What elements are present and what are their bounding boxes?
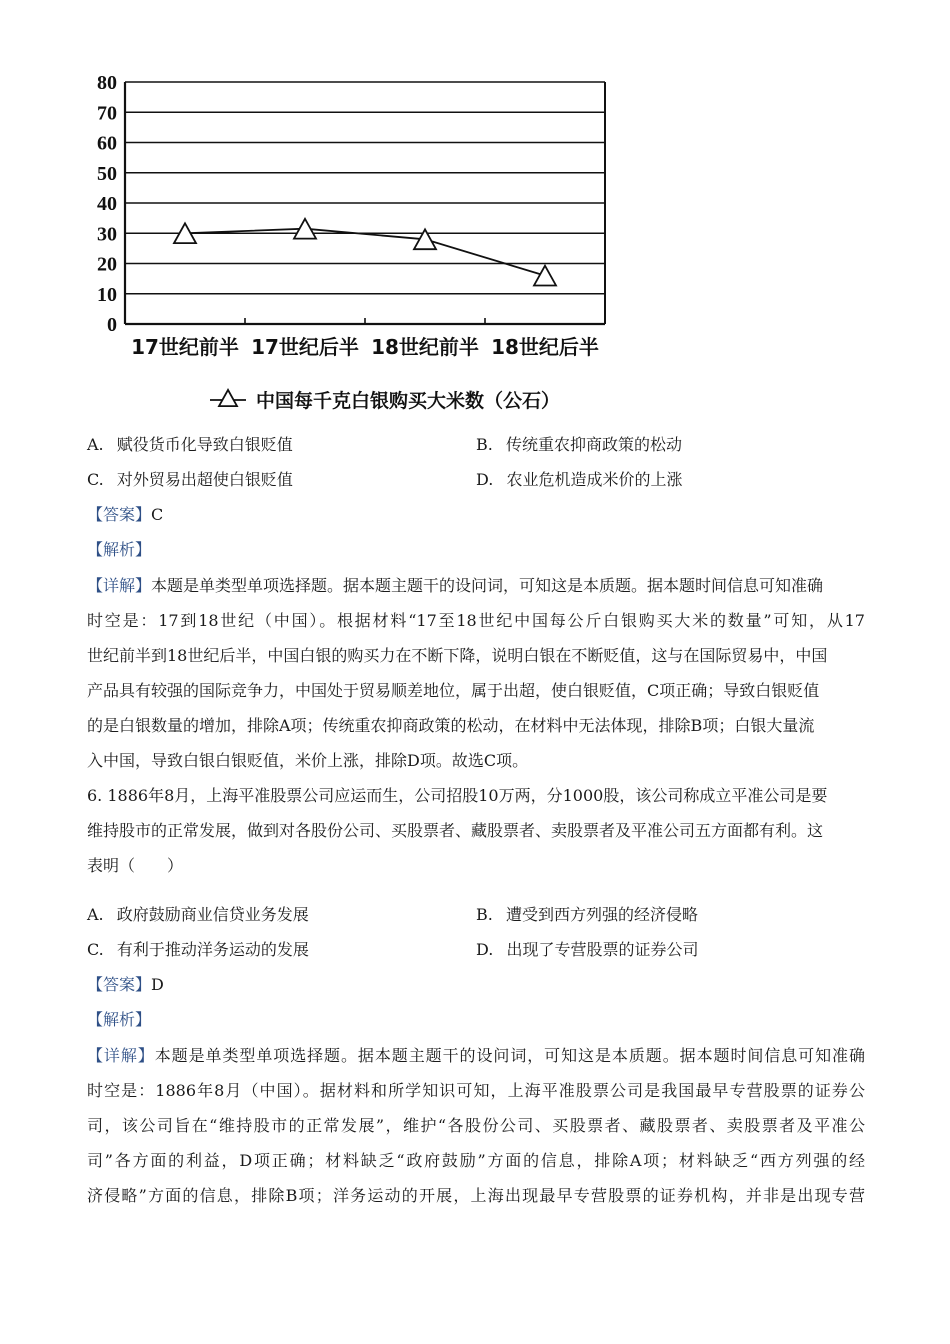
option-letter: C. <box>87 470 104 489</box>
q5-option-a[interactable] <box>87 435 293 455</box>
detail-line: 【详解】本题是单类型单项选择题。据本题主题干的设问词，可知这是本质题。据本题时间信息可知准确 <box>87 576 824 595</box>
q5-analysis-heading <box>87 540 151 560</box>
option-letter: B. <box>476 435 493 454</box>
x-tick-label: 18世纪后半 <box>491 335 599 359</box>
legend-label: 中国每千克白银购买大米数（公石） <box>256 390 561 412</box>
y-tick-label: 30 <box>97 223 117 246</box>
detail-line: 司，该公司旨在“维持股市的正常发展”，维护“各股份公司、买股票者、藏股票者、卖股票者及平准公 <box>87 1116 865 1135</box>
detail-tag: 【详解】 <box>87 1046 155 1065</box>
y-tick-label: 60 <box>97 132 117 155</box>
series-line <box>185 229 545 276</box>
option-letter: A. <box>87 905 104 924</box>
stem-line: 6. 1886年8月，上海平准股票公司应运而生，公司招股10万两，分1000股，该公司称成立平准公司是要 <box>87 786 828 805</box>
option-letter: C. <box>87 940 104 959</box>
option-text: 农业危机造成米价的上涨 <box>506 470 683 489</box>
q6-option-c[interactable] <box>87 940 309 960</box>
q5-option-b[interactable] <box>476 435 682 455</box>
y-tick-label: 0 <box>107 314 117 336</box>
q5-answer <box>87 505 163 525</box>
option-text: 政府鼓励商业信贷业务发展 <box>116 905 309 924</box>
answer-tag: 【答案】 <box>87 505 152 524</box>
detail-line: 入中国，导致白银白银贬值，米价上涨，排除D项。故选C项。 <box>87 751 529 770</box>
option-letter: B. <box>476 905 493 924</box>
q6-detail-paragraph <box>87 1038 865 1213</box>
y-tick-label: 70 <box>97 102 117 125</box>
answer-value: C <box>151 505 164 524</box>
option-text: 有利于推动洋务运动的发展 <box>116 940 309 959</box>
q5-option-c[interactable] <box>87 470 293 490</box>
y-tick-label: 50 <box>97 162 117 185</box>
detail-line: 产品具有较强的国际竞争力，中国处于贸易顺差地位，属于出超，使白银贬值，C项正确；导致白银贬值 <box>87 681 820 700</box>
option-text: 赋役货币化导致白银贬值 <box>116 435 293 454</box>
q6-analysis-heading <box>87 1010 151 1030</box>
q6-stem <box>87 778 865 883</box>
detail-line: 【详解】本题是单类型单项选择题。据本题主题干的设问词，可知这是本质题。据本题时间信息可知准确 <box>87 1046 865 1065</box>
detail-line: 时空是：1886年8月（中国）。据材料和所学知识可知，上海平准股票公司是我国最早专营股票的证券公 <box>87 1081 865 1100</box>
stem-line: 表明（ ） <box>87 856 184 875</box>
analysis-tag: 【解析】 <box>87 1010 152 1029</box>
option-text: 遭受到西方列强的经济侵略 <box>505 905 698 924</box>
option-text: 对外贸易出超使白银贬值 <box>116 470 293 489</box>
y-tick-label: 20 <box>97 253 117 276</box>
detail-line: 司”各方面的利益，D项正确；材料缺乏“政府鼓励”方面的信息，排除A项；材料缺乏“西方列强的经 <box>87 1151 865 1170</box>
data-point-marker <box>534 266 556 286</box>
answer-tag: 【答案】 <box>87 975 152 994</box>
q6-option-b[interactable] <box>476 905 698 925</box>
x-tick-label: 17世纪后半 <box>251 335 359 359</box>
detail-line: 的是白银数量的增加，排除A项；传统重农抑商政策的松动，在材料中无法体现，排除B项；白银大量流 <box>87 716 815 735</box>
option-text: 出现了专营股票的证券公司 <box>506 940 699 959</box>
detail-line: 世纪前半到18世纪后半，中国白银的购买力在不断下降，说明白银在不断贬值，这与在国际贸易中，中国 <box>87 646 828 665</box>
y-tick-label: 40 <box>97 193 117 215</box>
legend-marker <box>219 390 237 406</box>
detail-tag: 【详解】 <box>87 576 152 595</box>
option-letter: D. <box>476 940 494 959</box>
q5-option-d[interactable] <box>476 470 682 490</box>
y-tick-label: 10 <box>97 283 117 306</box>
x-tick-label: 18世纪前半 <box>371 335 479 359</box>
option-letter: A. <box>87 435 104 454</box>
q5-detail-paragraph <box>87 568 865 778</box>
option-letter: D. <box>476 470 494 489</box>
q6-option-a[interactable] <box>87 905 309 925</box>
detail-line: 济侵略”方面的信息，排除B项；洋务运动的开展，上海出现最早专营股票的证券机构，并非是出现专营 <box>87 1186 865 1205</box>
x-tick-label: 17世纪前半 <box>131 335 239 359</box>
option-text: 传统重农抑商政策的松动 <box>505 435 682 454</box>
y-tick-label: 80 <box>97 72 117 94</box>
silver-rice-line-chart <box>80 62 620 412</box>
answer-value: D <box>151 975 164 994</box>
q6-option-d[interactable] <box>476 940 698 960</box>
q6-answer <box>87 975 164 995</box>
stem-line: 维持股市的正常发展，做到对各股份公司、买股票者、藏股票者、卖股票者及平准公司五方面都有利。这 <box>87 821 824 840</box>
detail-line: 时空是：17到18世纪（中国）。根据材料“17至18世纪中国每公斤白银购买大米的数量”可知，从17 <box>87 611 865 630</box>
analysis-tag: 【解析】 <box>87 540 152 559</box>
